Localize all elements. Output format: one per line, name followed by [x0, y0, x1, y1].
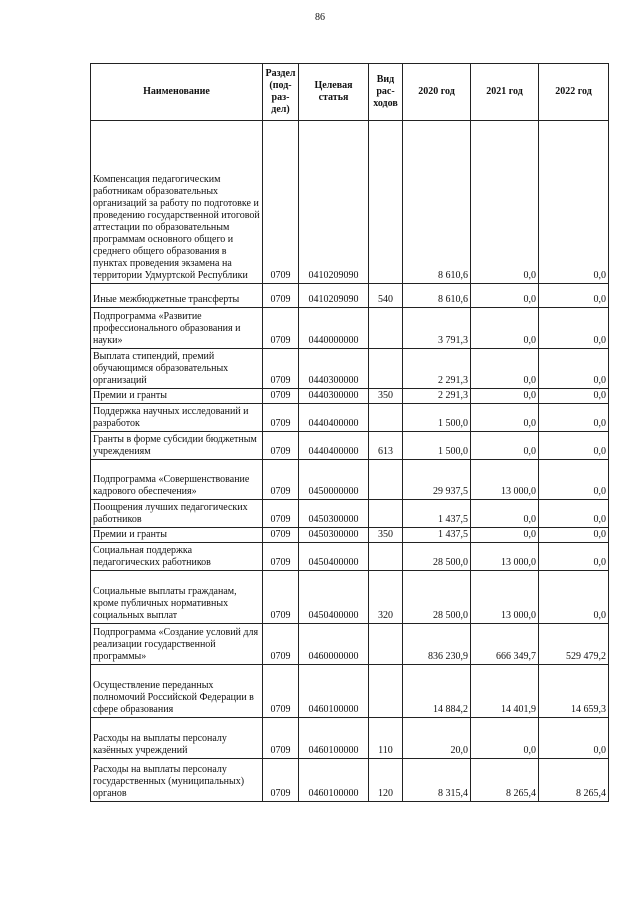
cell-target: 0450300000: [299, 500, 369, 528]
cell-expense-type: 320: [369, 571, 403, 624]
cell-target: 0440400000: [299, 432, 369, 460]
col-header-target: Целевая статья: [299, 64, 369, 121]
cell-y2021: 8 265,4: [471, 759, 539, 802]
cell-expense-type: 350: [369, 389, 403, 404]
cell-section: 0709: [263, 624, 299, 665]
cell-target: 0410209090: [299, 284, 369, 308]
row-name: [91, 121, 263, 284]
cell-y2020: 28 500,0: [403, 543, 471, 571]
col-header-expense-type: Вид рас-ходов: [369, 64, 403, 121]
cell-y2021: 0,0: [471, 349, 539, 389]
table-row: [91, 121, 609, 284]
cell-y2022: 0,0: [539, 432, 609, 460]
cell-expense-type: [369, 308, 403, 349]
cell-y2022: 0,0: [539, 571, 609, 624]
cell-section: 0709: [263, 500, 299, 528]
cell-y2020: 1 500,0: [403, 432, 471, 460]
cell-y2021: 13 000,0: [471, 543, 539, 571]
table-row: [91, 389, 609, 404]
table-row: [91, 349, 609, 389]
row-name-text: Поощрения лучших педагогических работников: [93, 502, 248, 525]
cell-y2022: 0,0: [539, 460, 609, 500]
cell-section: 0709: [263, 284, 299, 308]
cell-y2022: 0,0: [539, 284, 609, 308]
table-row: [91, 284, 609, 308]
table-row: [91, 528, 609, 543]
table-row: [91, 571, 609, 624]
cell-target: 0460100000: [299, 718, 369, 759]
row-name-text: Компенсация педагогическим работникам образовательных организаций за работу по подготовке и проведению государственной итоговой аттестации по образовательным программам основного общего и среднего общего образования в пунктах проведения экзамена на территории Удмуртской Республики: [93, 174, 260, 281]
cell-y2020: 14 884,2: [403, 665, 471, 718]
cell-expense-type: [369, 460, 403, 500]
cell-target: 0460100000: [299, 665, 369, 718]
cell-y2021: 0,0: [471, 500, 539, 528]
cell-y2020: 28 500,0: [403, 571, 471, 624]
cell-y2020: 1 500,0: [403, 404, 471, 432]
cell-expense-type: [369, 121, 403, 284]
cell-y2020: 2 291,3: [403, 389, 471, 404]
cell-y2022: 8 265,4: [539, 759, 609, 802]
cell-target: 0410209090: [299, 121, 369, 284]
cell-section: 0709: [263, 759, 299, 802]
cell-expense-type: [369, 543, 403, 571]
row-name: [91, 404, 263, 432]
table-row: [91, 460, 609, 500]
cell-expense-type: [369, 624, 403, 665]
cell-target: 0450400000: [299, 571, 369, 624]
table-row: [91, 543, 609, 571]
row-name: [91, 349, 263, 389]
cell-y2022: 0,0: [539, 543, 609, 571]
cell-section: 0709: [263, 665, 299, 718]
cell-target: 0450300000: [299, 528, 369, 543]
cell-y2022: 0,0: [539, 500, 609, 528]
row-name-text: Премии и гранты: [93, 390, 168, 401]
row-name: [91, 718, 263, 759]
cell-target: 0450000000: [299, 460, 369, 500]
col-header-2020: 2020 год: [403, 64, 471, 121]
cell-y2022: 0,0: [539, 308, 609, 349]
cell-target: 0460100000: [299, 759, 369, 802]
row-name-text: Расходы на выплаты персоналу казённых учреждений: [93, 733, 227, 756]
row-name-text: Выплата стипендий, премий обучающимся образовательных организаций: [93, 351, 229, 386]
table-row: [91, 308, 609, 349]
cell-y2022: 0,0: [539, 718, 609, 759]
cell-y2021: 0,0: [471, 308, 539, 349]
cell-expense-type: [369, 500, 403, 528]
cell-y2021: 666 349,7: [471, 624, 539, 665]
row-name-text: Поддержка научных исследований и разработок: [93, 406, 249, 429]
cell-section: 0709: [263, 389, 299, 404]
cell-expense-type: [369, 665, 403, 718]
row-name-text: Гранты в форме субсидии бюджетным учреждениям: [93, 434, 257, 457]
cell-target: 0440300000: [299, 389, 369, 404]
cell-y2022: 0,0: [539, 121, 609, 284]
cell-section: 0709: [263, 404, 299, 432]
row-name: [91, 432, 263, 460]
col-header-2022: 2022 год: [539, 64, 609, 121]
cell-y2022: 0,0: [539, 349, 609, 389]
cell-target: 0450400000: [299, 543, 369, 571]
cell-y2020: 3 791,3: [403, 308, 471, 349]
cell-y2020: 8 610,6: [403, 284, 471, 308]
cell-y2022: 529 479,2: [539, 624, 609, 665]
cell-y2021: 13 000,0: [471, 571, 539, 624]
cell-y2021: 0,0: [471, 389, 539, 404]
cell-expense-type: 540: [369, 284, 403, 308]
cell-target: 0440400000: [299, 404, 369, 432]
cell-y2021: 13 000,0: [471, 460, 539, 500]
cell-expense-type: 613: [369, 432, 403, 460]
cell-y2020: 8 315,4: [403, 759, 471, 802]
cell-y2020: 8 610,6: [403, 121, 471, 284]
cell-y2021: 0,0: [471, 718, 539, 759]
cell-expense-type: [369, 349, 403, 389]
row-name-text: Подпрограмма «Создание условий для реализации государственной программы»: [93, 627, 259, 662]
col-header-section: Раздел (под-раз-дел): [263, 64, 299, 121]
cell-section: 0709: [263, 432, 299, 460]
table-row: [91, 500, 609, 528]
cell-expense-type: 120: [369, 759, 403, 802]
budget-table: [90, 63, 609, 802]
cell-expense-type: 350: [369, 528, 403, 543]
row-name-text: Социальные выплаты гражданам, кроме публичных нормативных социальных выплат: [93, 586, 237, 621]
cell-y2021: 0,0: [471, 404, 539, 432]
cell-expense-type: [369, 404, 403, 432]
cell-y2020: 836 230,9: [403, 624, 471, 665]
row-name-text: Иные межбюджетные трансферты: [93, 294, 240, 305]
table-row: [91, 624, 609, 665]
page-number: 86: [315, 12, 325, 23]
cell-y2021: 0,0: [471, 121, 539, 284]
table-row: [91, 665, 609, 718]
cell-y2020: 2 291,3: [403, 349, 471, 389]
cell-target: 0460000000: [299, 624, 369, 665]
cell-section: 0709: [263, 543, 299, 571]
row-name-text: Подпрограмма «Совершенствование кадрового обеспечения»: [93, 474, 250, 497]
row-name: [91, 624, 263, 665]
cell-y2021: 0,0: [471, 284, 539, 308]
table-row: [91, 404, 609, 432]
row-name: [91, 759, 263, 802]
table-row: [91, 759, 609, 802]
row-name-text: Осуществление переданных полномочий Российской Федерации в сфере образования: [93, 680, 254, 715]
row-name-text: Расходы на выплаты персоналу государственных (муниципальных) органов: [93, 764, 245, 799]
table-row: [91, 718, 609, 759]
row-name-text: Подпрограмма «Развитие профессионального образования и науки»: [93, 311, 241, 346]
cell-y2022: 0,0: [539, 528, 609, 543]
cell-y2022: 0,0: [539, 389, 609, 404]
cell-y2022: 0,0: [539, 404, 609, 432]
row-name: [91, 528, 263, 543]
cell-target: 0440000000: [299, 308, 369, 349]
col-header-name: Наименование: [91, 64, 263, 121]
table-row: [91, 432, 609, 460]
cell-section: 0709: [263, 571, 299, 624]
row-name: [91, 389, 263, 404]
row-name: [91, 500, 263, 528]
cell-y2020: 20,0: [403, 718, 471, 759]
cell-y2020: 1 437,5: [403, 500, 471, 528]
row-name-text: Социальная поддержка педагогических работников: [93, 545, 211, 568]
cell-y2020: 1 437,5: [403, 528, 471, 543]
table-header-row: [91, 64, 609, 121]
cell-section: 0709: [263, 308, 299, 349]
cell-section: 0709: [263, 349, 299, 389]
row-name: [91, 460, 263, 500]
row-name: [91, 543, 263, 571]
row-name: [91, 284, 263, 308]
cell-section: 0709: [263, 718, 299, 759]
cell-y2020: 29 937,5: [403, 460, 471, 500]
cell-section: 0709: [263, 121, 299, 284]
cell-target: 0440300000: [299, 349, 369, 389]
row-name: [91, 308, 263, 349]
cell-section: 0709: [263, 460, 299, 500]
cell-section: 0709: [263, 528, 299, 543]
row-name: [91, 571, 263, 624]
cell-expense-type: 110: [369, 718, 403, 759]
cell-y2021: 0,0: [471, 528, 539, 543]
row-name: [91, 665, 263, 718]
cell-y2022: 14 659,3: [539, 665, 609, 718]
col-header-2021: 2021 год: [471, 64, 539, 121]
cell-y2021: 0,0: [471, 432, 539, 460]
row-name-text: Премии и гранты: [93, 529, 168, 540]
cell-y2021: 14 401,9: [471, 665, 539, 718]
